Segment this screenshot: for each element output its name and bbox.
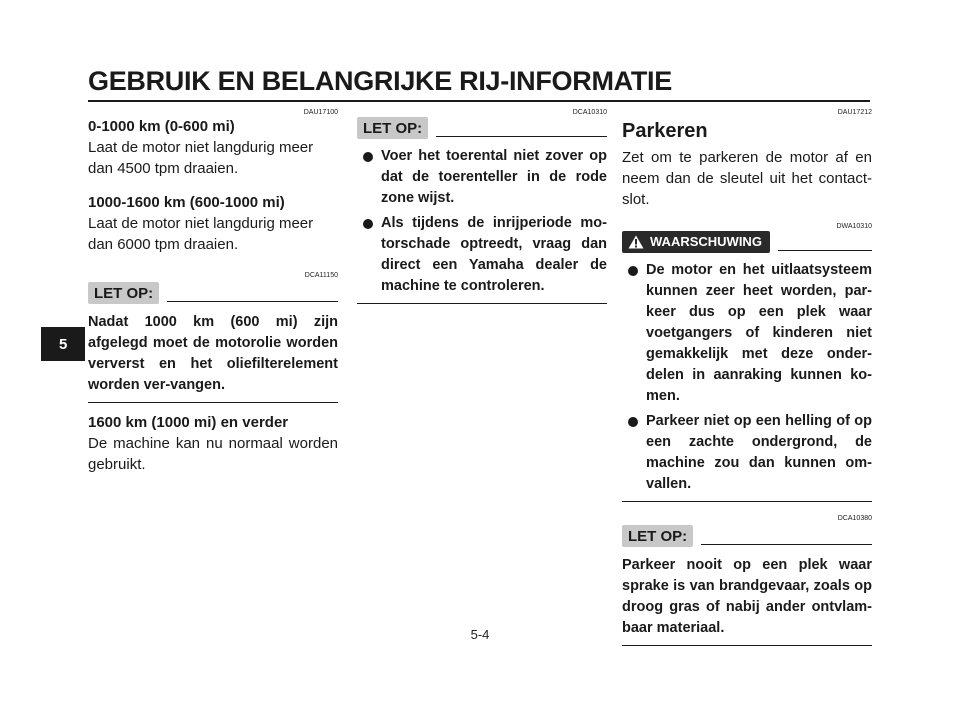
list-item xyxy=(357,213,607,297)
list-item-text: De motor en het uitlaatsysteem kunnen zeer heet worden, par-keer dus op een plek waar voetgangers of kinderen niet gemakkelijk met deze onder-delen in aanraking kunnen ko-men. xyxy=(646,262,872,404)
list-item-text: Als tijdens de inrijperiode mo-torschade optreedt, vraag dan direct een Yamaha dealer de machine te controleren. xyxy=(381,215,607,294)
notice-badge: LET OP: xyxy=(88,282,159,304)
column-2 xyxy=(357,108,607,304)
bullet-icon xyxy=(628,266,638,276)
notice-rule xyxy=(436,136,607,137)
notice-header xyxy=(357,117,607,139)
section-text: Zet om te parkeren de motor af en neem dan de sleutel uit het contact-slot. xyxy=(622,149,872,208)
notice-rule xyxy=(701,544,872,545)
reference-code: DCA11150 xyxy=(304,272,338,279)
warning-triangle-icon xyxy=(628,235,644,249)
warning-label: WAARSCHUWING xyxy=(650,234,762,249)
list-item-text: Voer het toerental niet zover op dat de toerenteller in de rode zone wijst. xyxy=(381,148,607,206)
warning-list xyxy=(622,260,872,495)
warning-rule xyxy=(778,250,872,251)
notice-text: Nadat 1000 km (600 mi) zijn afgelegd moet de motorolie worden ververst en het oliefilterelement worden ver-vangen. xyxy=(88,314,338,393)
list-item xyxy=(357,146,607,209)
bullet-icon xyxy=(363,152,373,162)
section-text: Laat de motor niet langdurig meer dan 6000 tpm draaien. xyxy=(88,215,314,253)
reference-code: DAU17100 xyxy=(303,109,338,116)
bullet-icon xyxy=(628,417,638,427)
notice-header xyxy=(88,282,338,304)
notice-rule xyxy=(167,301,338,302)
notice-end-rule xyxy=(622,645,872,646)
section-heading: Parkeren xyxy=(622,120,708,142)
section-text: Laat de motor niet langdurig meer dan 4500 tpm draaien. xyxy=(88,139,314,177)
notice-badge: LET OP: xyxy=(357,117,428,139)
notice-list xyxy=(357,146,607,297)
notice-end-rule xyxy=(357,303,607,304)
list-item xyxy=(622,260,872,407)
reference-code: DCA10380 xyxy=(837,515,872,522)
notice-badge: LET OP: xyxy=(622,525,693,547)
reference-code: DAU17212 xyxy=(837,109,872,116)
reference-code: DWA10310 xyxy=(836,223,872,230)
section-text: De machine kan nu normaal worden gebruikt. xyxy=(88,435,338,473)
section-title: 1000-1600 km (600-1000 mi) xyxy=(88,194,285,211)
notice-text: Parkeer nooit op een plek waar sprake is van brandgevaar, zoals op droog gras of nabij ander ontvlam-baar materiaal. xyxy=(622,557,872,636)
page-title: GEBRUIK EN BELANGRIJKE RIJ-INFORMATIE xyxy=(88,66,672,96)
warning-header xyxy=(622,231,872,253)
warning-badge xyxy=(622,231,770,253)
reference-code: DCA10310 xyxy=(572,109,607,116)
list-item xyxy=(622,411,872,495)
column-1 xyxy=(88,108,338,475)
header-rule xyxy=(88,100,870,102)
section-title: 1600 km (1000 mi) en verder xyxy=(88,414,289,431)
page-number: 5-4 xyxy=(470,627,490,642)
column-3 xyxy=(622,108,872,646)
section-title: 0-1000 km (0-600 mi) xyxy=(88,118,235,135)
list-item-text: Parkeer niet op een helling of op een zachte ondergrond, de machine zou dan kunnen om-vallen. xyxy=(646,413,872,492)
bullet-icon xyxy=(363,219,373,229)
chapter-tab: 5 xyxy=(41,327,85,361)
notice-header xyxy=(622,525,872,547)
